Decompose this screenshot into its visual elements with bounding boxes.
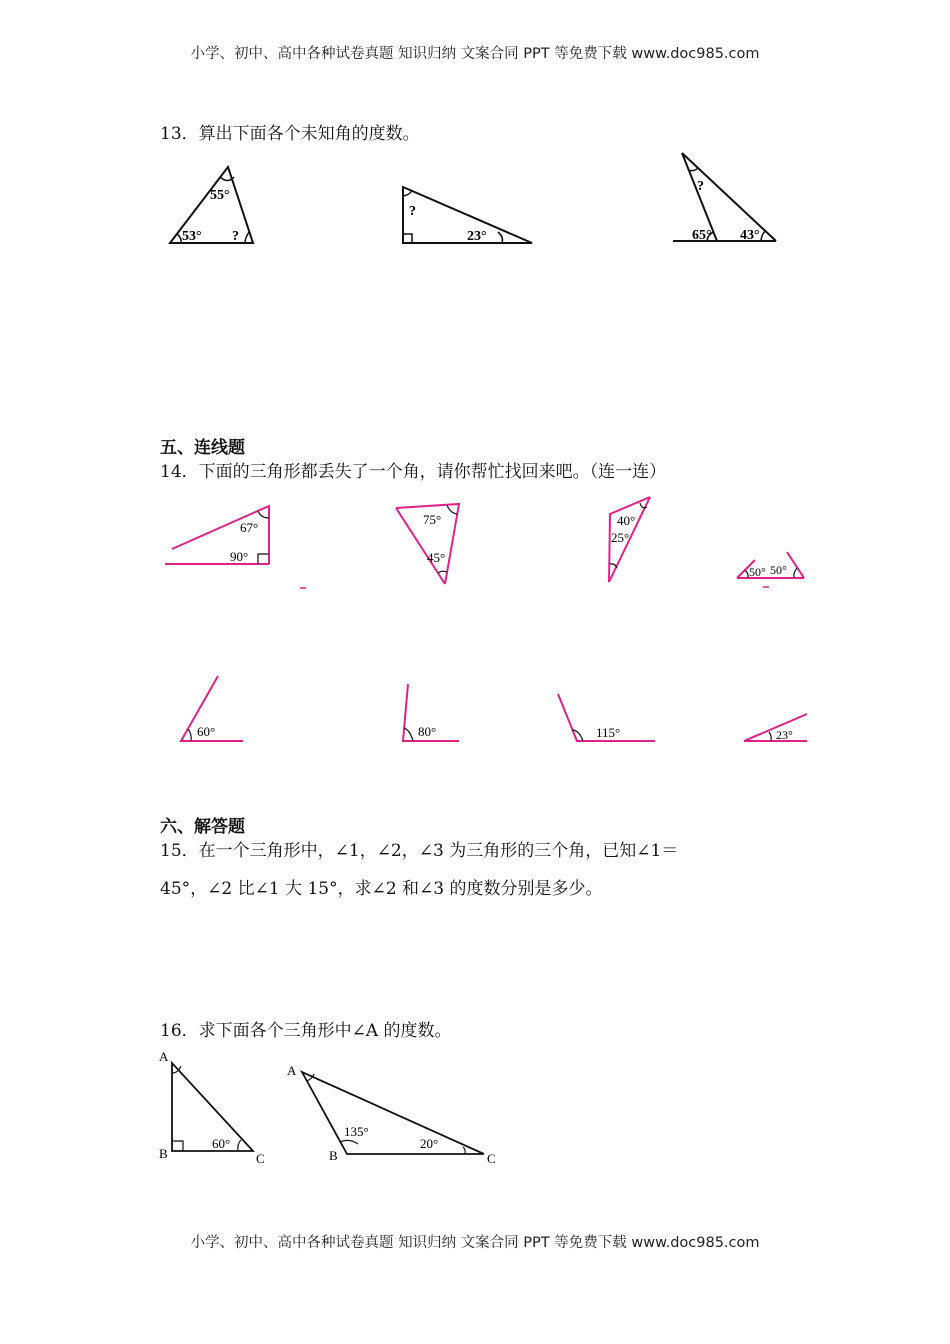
q13-triangle-2 (398, 182, 538, 247)
question-15-line-1: 15．在一个三角形中，∠1，∠2，∠3 为三角形的三个角，已知∠1＝ (160, 841, 679, 861)
q16-fig1-vertex-a: A (159, 1049, 169, 1064)
q16-triangle-1 (155, 1048, 270, 1170)
q13-triangle-1 (165, 160, 260, 250)
q14-t4-angle-b: 50° (770, 563, 787, 577)
question-14: 14．下面的三角形都丢失了一个角，请你帮忙找回来吧。（连一连） (160, 462, 667, 482)
q14-t1-angle-a: 67° (240, 520, 259, 535)
q16-triangle-2 (283, 1058, 508, 1168)
q16-fig1-vertex-c: C (256, 1151, 265, 1166)
q14-triangle-3 (600, 494, 660, 586)
q13-fig3-outer-angle: 65° (692, 228, 712, 243)
q14-angle-1-label: 60° (197, 724, 216, 739)
q14-angle-2-label: 80° (418, 724, 437, 739)
q14-angle-1 (175, 672, 250, 747)
section-5-title: 五、连线题 (160, 438, 245, 458)
q16-fig1-angle-c: 60° (212, 1136, 231, 1151)
question-13: 13．算出下面各个未知角的度数。 (160, 124, 420, 144)
q14-angle-4-label: 23° (776, 728, 793, 742)
q14-triangle-2 (392, 500, 464, 590)
q16-fig1-vertex-b: B (159, 1146, 168, 1161)
q14-t4-angle-a: 50° (749, 565, 766, 579)
q14-angle-3-label: 115° (596, 725, 621, 740)
q14-angle-2 (395, 680, 465, 745)
page-header: 小学、初中、高中各种试卷真题 知识归纳 文案合同 PPT 等免费下载 www.doc985.com (190, 46, 760, 62)
q16-fig2-vertex-c: C (487, 1151, 496, 1166)
q14-triangle-4 (735, 548, 810, 593)
q13-fig1-left-angle: 53° (182, 229, 202, 244)
question-15-line-2: 45°，∠2 比∠1 大 15°，求∠2 和∠3 的度数分别是多少。 (160, 879, 603, 899)
q13-fig1-right-angle: ? (232, 229, 239, 244)
q13-fig3-top-angle: ? (697, 179, 704, 194)
q14-t3-angle-b: 25° (611, 530, 630, 545)
q14-triangle-1 (160, 500, 310, 592)
q14-angle-3 (555, 690, 660, 745)
q13-fig3-right-angle: 43° (740, 228, 760, 243)
q13-fig2-right-angle: 23° (467, 229, 487, 244)
q16-fig2-vertex-a: A (287, 1063, 297, 1078)
q16-fig2-angle-b: 135° (344, 1124, 369, 1139)
q16-fig2-angle-c: 20° (420, 1136, 439, 1151)
q13-fig1-top-angle: 55° (210, 188, 230, 203)
q16-fig2-vertex-b: B (329, 1148, 338, 1163)
q13-fig2-top-angle: ? (409, 204, 416, 219)
question-16: 16．求下面各个三角形中∠A 的度数。 (160, 1021, 452, 1041)
q14-t3-angle-a: 40° (617, 513, 636, 528)
q14-t1-angle-b: 90° (230, 549, 249, 564)
section-6-title: 六、解答题 (160, 817, 245, 837)
q14-t2-angle-a: 75° (423, 512, 442, 527)
q14-angle-4 (740, 710, 815, 745)
page-footer: 小学、初中、高中各种试卷真题 知识归纳 文案合同 PPT 等免费下载 www.doc985.com (190, 1235, 760, 1251)
q14-t2-angle-b: 45° (427, 550, 446, 565)
q13-triangle-3 (670, 148, 785, 246)
